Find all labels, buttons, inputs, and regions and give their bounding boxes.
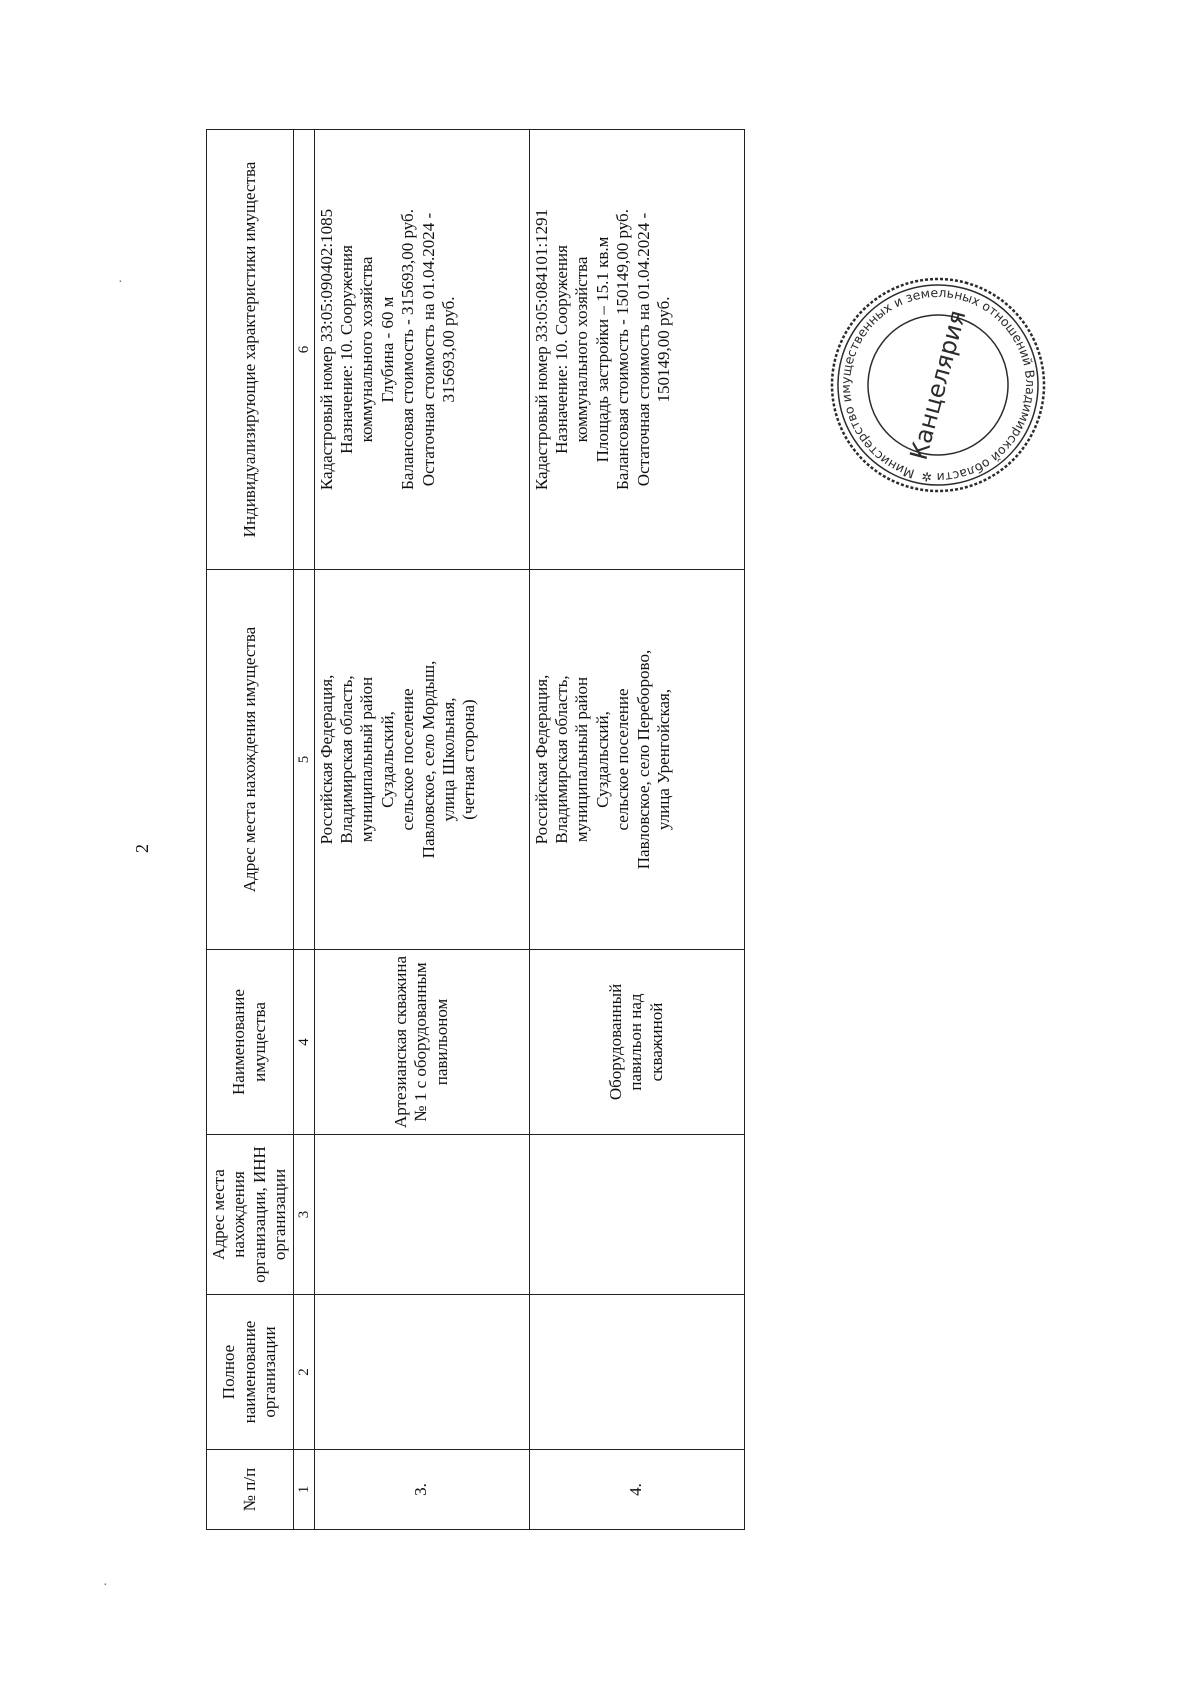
address-line: Павловское, село Переборово, xyxy=(633,649,653,870)
characteristic-line: Глубина - 60 м xyxy=(377,296,397,403)
office-stamp xyxy=(828,275,1048,495)
header-cell: Полное наименование организации xyxy=(207,1295,294,1450)
stamp-seal xyxy=(828,275,1048,495)
characteristics-cell xyxy=(314,130,529,570)
org-name-cell xyxy=(314,1295,529,1450)
characteristic-line: Кадастровый номер 33:05:084101:1291 xyxy=(531,208,551,491)
column-number: 6 xyxy=(293,130,314,570)
row-number: 4. xyxy=(529,1450,744,1530)
header-cell: Адрес места нахождения имущества xyxy=(207,570,294,950)
characteristic-line: коммунального хозяйства xyxy=(357,256,377,443)
address-line: Суздальский, xyxy=(377,711,397,808)
column-number: 2 xyxy=(293,1295,314,1450)
stamp-center-text: Канцелярия xyxy=(904,307,972,463)
address-line: Павловское, село Мордыш, xyxy=(418,660,438,859)
characteristic-line: Балансовая стоимость - 315693,00 руб. xyxy=(398,209,418,490)
address-line: муниципальный район xyxy=(357,676,377,843)
org-address-cell xyxy=(529,1135,744,1295)
address-line: Владимирская область, xyxy=(336,675,356,844)
characteristic-line: Назначение: 10. Сооружения xyxy=(551,245,571,454)
scan-speck: · xyxy=(103,1578,108,1593)
address-line: Суздальский, xyxy=(592,711,612,808)
stamp-ring-text: Министерство имущественных и земельных отношений Владимирской области ✲ xyxy=(837,284,1039,486)
characteristic-line: Площадь застройки – 15.1 кв.м xyxy=(592,236,612,463)
header-cell: Индивидуализирующие характеристики имущества xyxy=(207,130,294,570)
column-number: 1 xyxy=(293,1450,314,1530)
org-address-cell xyxy=(314,1135,529,1295)
address-line: (четная сторона) xyxy=(459,699,479,820)
address-line: улица Уренгойская, xyxy=(653,688,673,831)
characteristic-line: 150149,00 руб. xyxy=(653,296,673,403)
table-row xyxy=(314,130,529,1530)
characteristic-line: Балансовая стоимость - 150149,00 руб. xyxy=(613,209,633,490)
address-line: улица Школьная, xyxy=(438,697,458,822)
property-address-cell xyxy=(529,570,744,950)
header-cell: Адрес места нахождения организации, ИНН организации xyxy=(207,1135,294,1295)
rotated-table-container xyxy=(206,100,856,1530)
table-row xyxy=(529,130,744,1530)
header-cell: № п/п xyxy=(207,1450,294,1530)
characteristic-line: Остаточная стоимость на 01.04.2024 - xyxy=(418,212,438,487)
property-address-cell xyxy=(314,570,529,950)
scan-speck: · xyxy=(118,275,123,290)
column-number: 4 xyxy=(293,950,314,1135)
address-line: муниципальный район xyxy=(572,676,592,843)
address-line: Российская Федерация, xyxy=(531,674,551,845)
address-line: сельское поселение xyxy=(613,688,633,831)
property-name-cell: Артезианская скважина № 1 с оборудованным павильоном xyxy=(314,950,529,1135)
characteristic-line: коммунального хозяйства xyxy=(572,256,592,443)
characteristic-line: Остаточная стоимость на 01.04.2024 - xyxy=(633,212,653,487)
characteristic-line: Назначение: 10. Сооружения xyxy=(336,245,356,454)
characteristic-line: Кадастровый номер 33:05:090402:1085 xyxy=(316,208,336,491)
characteristic-line: 315693,00 руб. xyxy=(438,296,458,403)
header-row xyxy=(207,130,294,1530)
property-table xyxy=(206,129,745,1530)
address-line: Российская Федерация, xyxy=(316,674,336,845)
header-cell: Наименование имущества xyxy=(207,950,294,1135)
page-number: 2 xyxy=(132,844,152,853)
column-number: 5 xyxy=(293,570,314,950)
row-number: 3. xyxy=(314,1450,529,1530)
address-line: Владимирская область, xyxy=(551,675,571,844)
property-name-cell: Оборудованный павильон над скважиной xyxy=(529,950,744,1135)
column-number-row xyxy=(293,130,314,1530)
characteristics-cell xyxy=(529,130,744,570)
column-number: 3 xyxy=(293,1135,314,1295)
org-name-cell xyxy=(529,1295,744,1450)
address-line: сельское поселение xyxy=(398,688,418,831)
